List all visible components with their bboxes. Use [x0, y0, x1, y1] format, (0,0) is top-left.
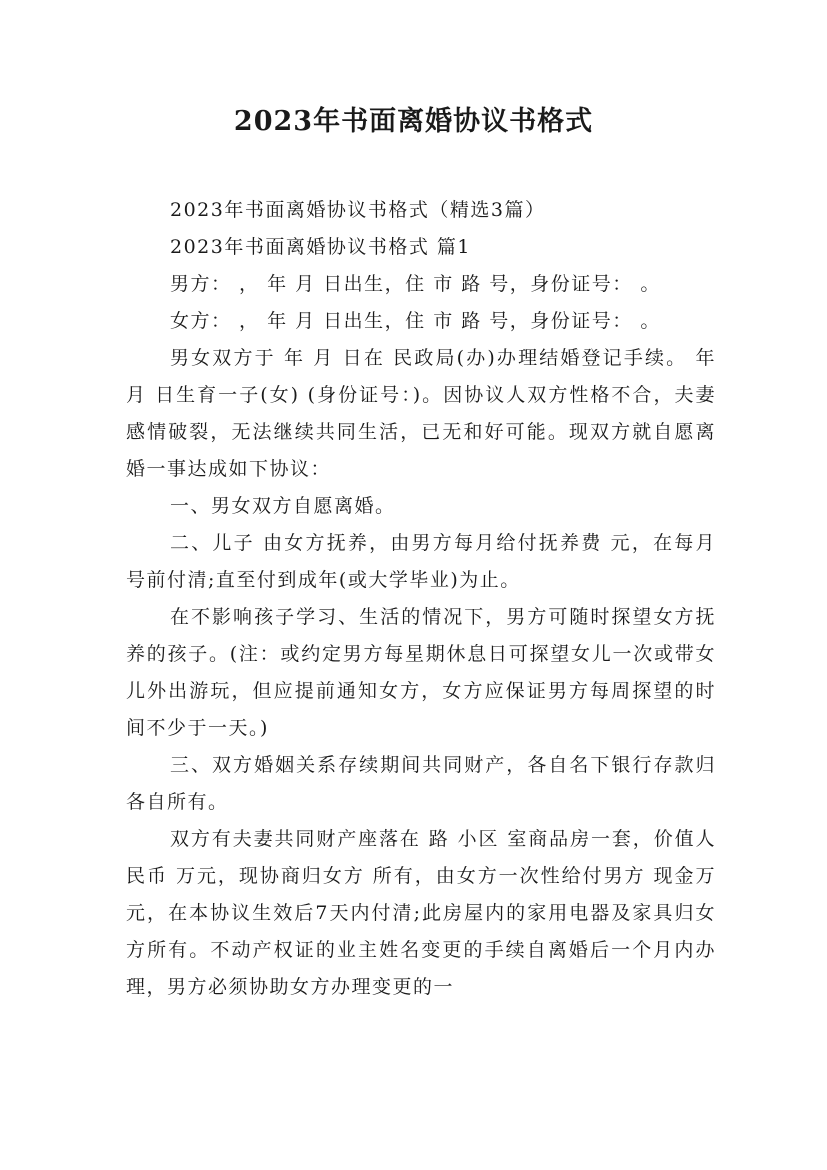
paragraph-clause-3: 三、双方婚姻关系存续期间共同财产，各自名下银行存款归各自所有。	[126, 754, 716, 813]
paragraph-visitation: 在不影响孩子学习、生活的情况下，男方可随时探望女方抚养的孩子。(注：或约定男方每星期休息日可探望女儿一次或带女儿外出游玩，但应提前通知女方，女方应保证男方每周探望的时间不少于一天。)	[126, 606, 716, 739]
paragraph-subtitle: 2023年书面离婚协议书格式（精选3篇）	[170, 199, 546, 221]
paragraph-clause-1: 一、男女双方自愿离婚。	[170, 495, 396, 517]
paragraph-male-party: 男方： ， 年 月 日出生，住 市 路 号，身份证号： 。	[170, 273, 661, 295]
paragraph-female-party: 女方： ， 年 月 日出生，住 市 路 号，身份证号： 。	[170, 310, 661, 332]
paragraph-section-heading: 2023年书面离婚协议书格式 篇1	[170, 236, 471, 258]
document-body	[126, 192, 716, 1006]
document-title: 2023年书面离婚协议书格式	[233, 106, 594, 137]
paragraph-background: 男女双方于 年 月 日在 民政局(办)办理结婚登记手续。 年 月 日生育一子(女) (身份证号：)。因协议人双方性格不合，夫妻感情破裂，无法继续共同生活，已无和好可能。现双方就自愿离婚一事达成如下协议：	[126, 347, 716, 480]
paragraph-property: 双方有夫妻共同财产座落在 路 小区 室商品房一套，价值人民币 万元，现协商归女方 所有，由女方一次性给付男方 现金万元，在本协议生效后7天内付清;此房屋内的家用电器及家具归女方所有。不动产权证的业主姓名变更的手续自离婚后一个月内办理，男方必须协助女方办理变更的一	[126, 828, 716, 998]
paragraph-clause-2: 二、儿子 由女方抚养，由男方每月给付抚养费 元，在每月 号前付清;直至付到成年(或大学毕业)为止。	[126, 532, 716, 591]
